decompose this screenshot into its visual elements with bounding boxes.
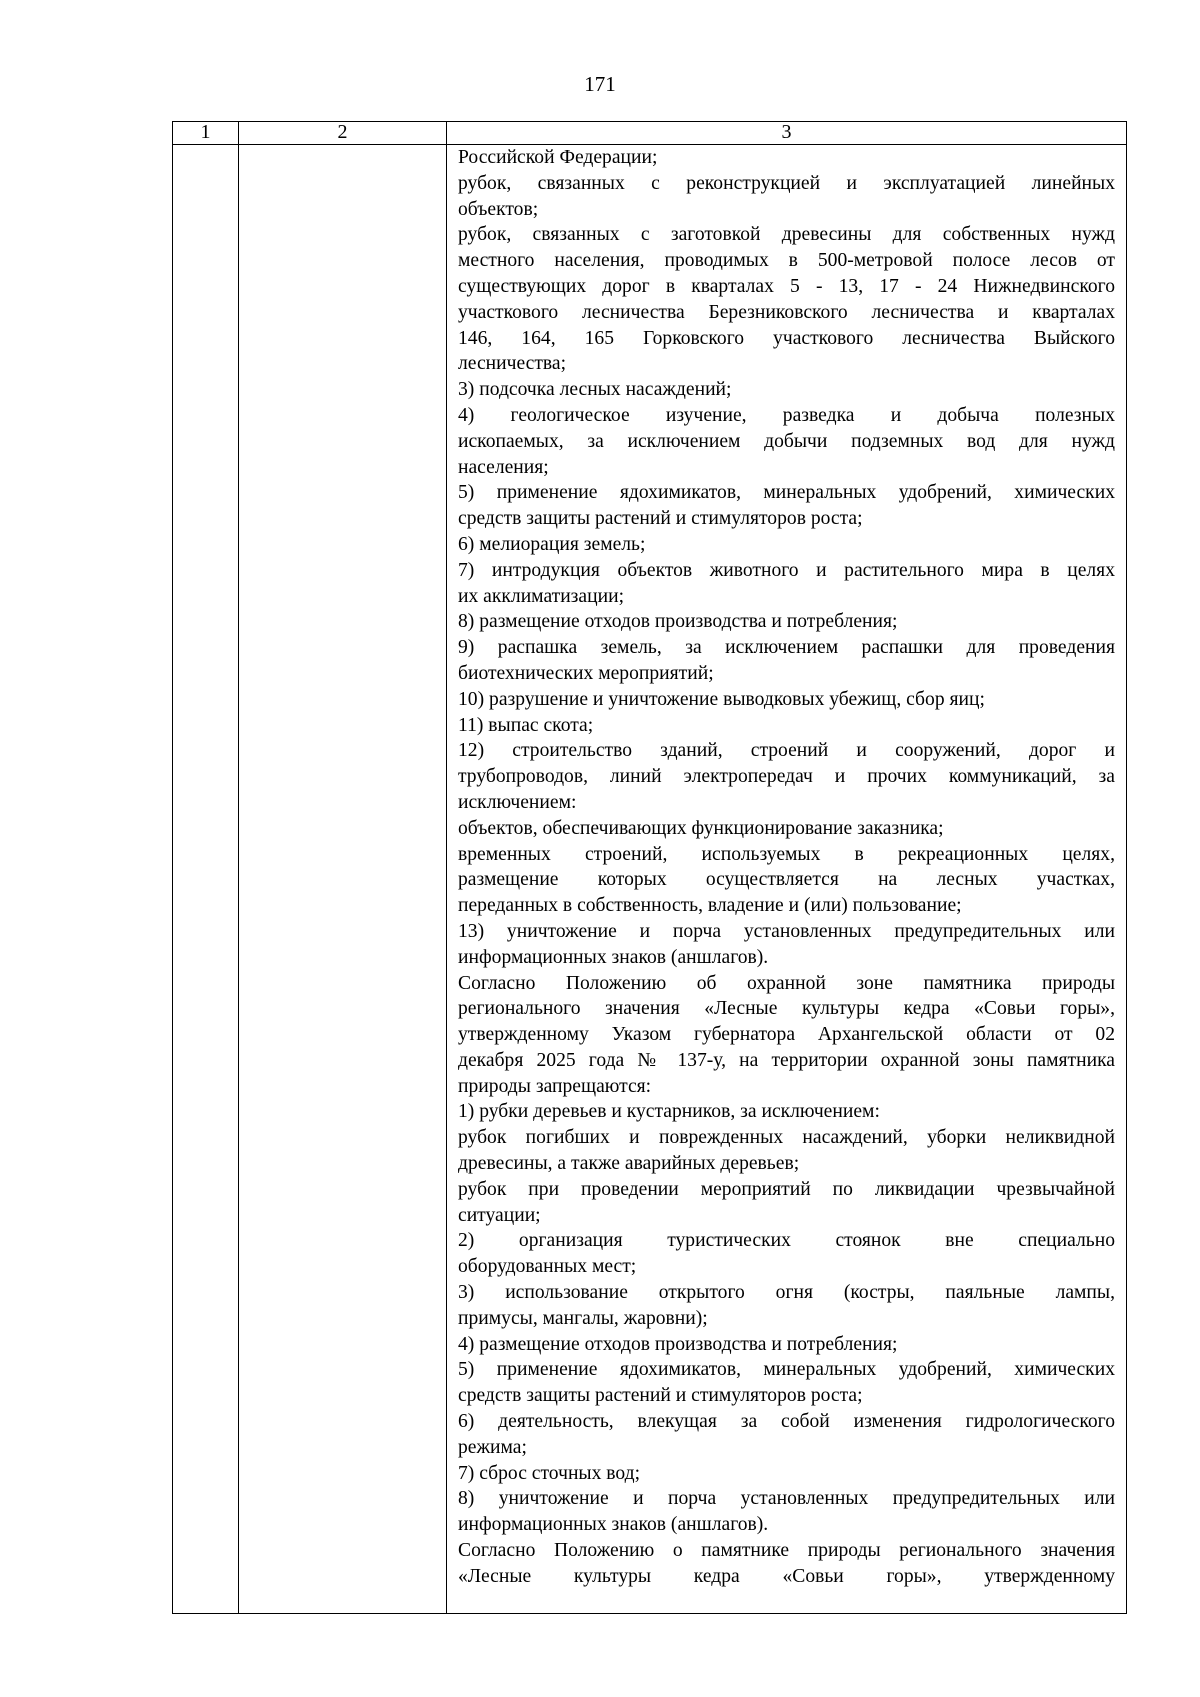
text-line: 8) уничтожение и порча установленных предупредительных или xyxy=(458,1488,1115,1510)
text-line: объектов, обеспечивающих функционирование заказника; xyxy=(458,817,944,839)
text-line: 3) использование открытого огня (костры, паяльные лампы, xyxy=(458,1282,1115,1304)
text-line: 1) рубки деревьев и кустарников, за исключением: xyxy=(458,1101,880,1123)
text-line: регионального значения «Лесные культуры кедра «Совьи горы», xyxy=(458,998,1115,1020)
text-line: населения; xyxy=(458,456,549,478)
text-line: биотехнических мероприятий; xyxy=(458,662,714,684)
text-line: 2) организация туристических стоянок вне специально xyxy=(458,1230,1115,1252)
text-line: 11) выпас скота; xyxy=(458,714,594,736)
text-line: Российской Федерации; xyxy=(458,147,658,168)
text-line: их акклиматизации; xyxy=(458,585,625,607)
text-line: рубок, связанных с заготовкой древесины для собственных нужд xyxy=(458,224,1115,246)
text-line: 146, 164, 165 Горковского участкового лесничества Выйского xyxy=(458,327,1115,349)
column-3-cell xyxy=(447,145,1127,1614)
text-line: «Лесные культуры кедра «Совьи горы», утвержденному xyxy=(458,1565,1115,1587)
text-line: 9) распашка земель, за исключением распашки для проведения xyxy=(458,637,1115,659)
text-line: утвержденному Указом губернатора Архангельской области от 02 xyxy=(458,1024,1115,1046)
text-line: 6) мелиорация земель; xyxy=(458,533,646,555)
text-line: исключением: xyxy=(458,791,577,813)
text-line: Согласно Положению о памятнике природы регионального значения xyxy=(458,1540,1115,1562)
text-line: существующих дорог в кварталах 5 - 13, 17 - 24 Нижнедвинского xyxy=(458,275,1115,297)
text-line: средств защиты растений и стимуляторов роста; xyxy=(458,1385,863,1407)
text-line: местного населения, проводимых в 500-метровой полосе лесов от xyxy=(458,250,1115,272)
text-line: 6) деятельность, влекущая за собой изменения гидрологического xyxy=(458,1411,1115,1433)
page-number: 171 xyxy=(584,72,616,96)
text-line: 5) применение ядохимикатов, минеральных удобрений, химических xyxy=(458,482,1115,504)
text-line: временных строений, используемых в рекреационных целях, xyxy=(458,843,1115,865)
text-line: размещение которых осуществляется на лесных участках, xyxy=(458,869,1115,891)
text-line: 7) интродукция объектов животного и растительного мира в целях xyxy=(458,559,1115,581)
text-line: 3) подсочка лесных насаждений; xyxy=(458,379,732,401)
header-cell-1: 1 xyxy=(173,122,239,145)
text-line: информационных знаков (аншлагов). xyxy=(458,1514,769,1536)
text-line: лесничества; xyxy=(458,353,567,375)
text-line: переданных в собственность, владение и (или) пользование; xyxy=(458,895,962,917)
text-line: участкового лесничества Березниковского лесничества и кварталах xyxy=(458,301,1115,323)
text-line: 4) размещение отходов производства и потребления; xyxy=(458,1333,898,1355)
text-line: объектов; xyxy=(458,198,539,220)
text-line: информационных знаков (аншлагов). xyxy=(458,946,769,968)
text-line: 7) сброс сточных вод; xyxy=(458,1462,641,1484)
text-line: трубопроводов, линий электропередач и прочих коммуникаций, за xyxy=(458,766,1115,788)
text-line: природы запрещаются: xyxy=(458,1075,652,1097)
header-cell-2: 2 xyxy=(239,122,447,145)
text-line: 4) геологическое изучение, разведка и добыча полезных xyxy=(458,404,1115,426)
text-line: режима; xyxy=(458,1436,527,1458)
text-line: древесины, а также аварийных деревьев; xyxy=(458,1153,800,1175)
document-table xyxy=(172,121,1127,1614)
text-line: оборудованных мест; xyxy=(458,1256,637,1278)
column-2-cell xyxy=(239,145,447,1614)
text-line: 13) уничтожение и порча установленных предупредительных или xyxy=(458,920,1115,942)
text-line: ископаемых, за исключением добычи подземных вод для нужд xyxy=(458,430,1115,452)
text-line: примусы, мангалы, жаровни); xyxy=(458,1307,708,1329)
text-line: средств защиты растений и стимуляторов роста; xyxy=(458,508,863,530)
text-line: 8) размещение отходов производства и потребления; xyxy=(458,611,898,633)
text-line: декабря 2025 года № 137-у, на территории охранной зоны памятника xyxy=(458,1049,1115,1071)
text-line: рубок при проведении мероприятий по ликвидации чрезвычайной xyxy=(458,1178,1115,1200)
text-line: ситуации; xyxy=(458,1204,541,1226)
text-line: рубок, связанных с реконструкцией и эксплуатацией линейных xyxy=(458,172,1115,194)
text-line: рубок погибших и поврежденных насаждений, уборки неликвидной xyxy=(458,1127,1115,1149)
table-header-row xyxy=(173,122,1127,145)
text-line: 10) разрушение и уничтожение выводковых убежищ, сбор яиц; xyxy=(458,688,985,710)
text-line: 5) применение ядохимикатов, минеральных удобрений, химических xyxy=(458,1359,1115,1381)
text-line: Согласно Положению об охранной зоне памятника природы xyxy=(458,972,1115,994)
table-body-row xyxy=(173,145,1127,1614)
text-line: 12) строительство зданий, строений и сооружений, дорог и xyxy=(458,740,1115,762)
header-cell-3: 3 xyxy=(447,122,1127,145)
column-1-cell xyxy=(173,145,239,1614)
